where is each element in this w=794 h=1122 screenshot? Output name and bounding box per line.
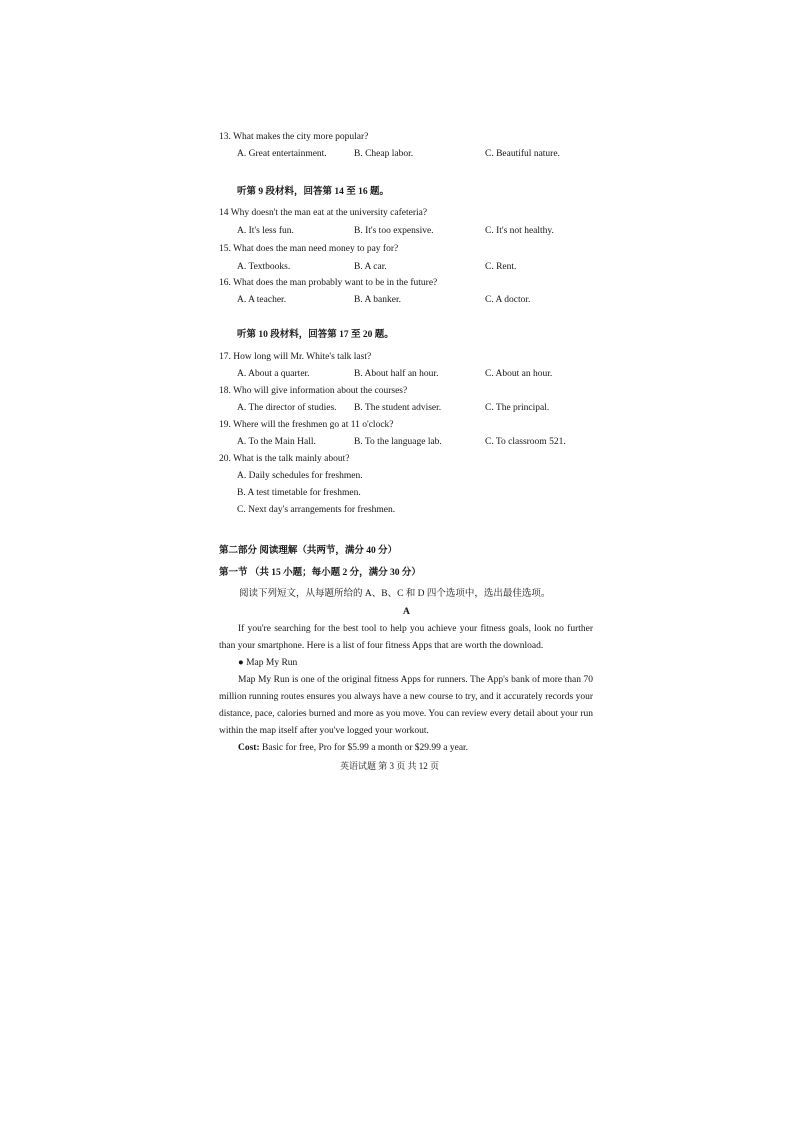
question-14-stem: 14 Why doesn't the man eat at the university cafeteria?	[219, 208, 428, 218]
question-20-option-b: B. A test timetable for freshmen.	[237, 488, 361, 498]
question-18-option-c: C. The principal.	[485, 403, 550, 413]
question-18-option-b: B. The student adviser.	[354, 403, 442, 413]
material-10-heading: 听第 10 段材料，回答第 17 至 20 题。	[237, 330, 394, 340]
question-16-option-c: C. A doctor.	[485, 295, 531, 305]
question-17-option-b: B. About half an hour.	[354, 369, 439, 379]
part-2-heading: 第二部分 阅读理解（共两节，满分 40 分）	[219, 546, 398, 556]
question-20-stem: 20. What is the talk mainly about?	[219, 454, 350, 464]
question-16-option-a: A. A teacher.	[237, 295, 287, 305]
question-14-option-c: C. It's not healthy.	[485, 226, 554, 236]
app-cost	[219, 740, 593, 757]
question-17-option-a: A. About a quarter.	[237, 369, 310, 379]
question-17-stem: 17. How long will Mr. White's talk last?	[219, 352, 372, 362]
passage-letter: A	[403, 607, 410, 617]
question-15-stem: 15. What does the man need money to pay for?	[219, 244, 399, 254]
question-13-option-b: B. Cheap labor.	[354, 149, 414, 159]
question-13-option-a: A. Great entertainment.	[237, 149, 327, 159]
question-17-option-c: C. About an hour.	[485, 369, 553, 379]
question-15-option-b: B. A car.	[354, 262, 387, 272]
question-18-option-a: A. The director of studies.	[237, 403, 337, 413]
question-14-option-b: B. It's too expensive.	[354, 226, 434, 236]
question-18-stem: 18. Who will give information about the courses?	[219, 386, 408, 396]
question-16-option-b: B. A banker.	[354, 295, 401, 305]
question-13-stem: 13. What makes the city more popular?	[219, 132, 369, 142]
cost-label: Cost:	[238, 743, 260, 753]
question-14-option-a: A. It's less fun.	[237, 226, 294, 236]
question-19-stem: 19. Where will the freshmen go at 11 o'clock?	[219, 420, 394, 430]
app-description: Map My Run is one of the original fitness Apps for runners. The App's bank of more than 70 million running routes ensures you always have a new course to try, and it accurately records your distance, pace, calories burned and more as you move. You can review every detail about your run within the map itself after you've logged your workout.	[219, 675, 593, 736]
section-1-heading: 第一节 （共 15 小题；每小题 2 分，满分 30 分）	[219, 568, 421, 578]
passage-a	[219, 621, 593, 757]
question-20-option-a: A. Daily schedules for freshmen.	[237, 471, 363, 481]
material-9-heading: 听第 9 段材料，回答第 14 至 16 题。	[237, 187, 390, 197]
question-19-option-a: A. To the Main Hall.	[237, 437, 316, 447]
passage-intro: If you're searching for the best tool to help you achieve your fitness goals, look no further than your smartphone. Here is a list of four fitness Apps that are worth the download.	[219, 624, 593, 651]
question-19-option-b: B. To the language lab.	[354, 437, 442, 447]
question-20-option-c: C. Next day's arrangements for freshmen.	[237, 505, 396, 515]
cost-text: Basic for free, Pro for $5.99 a month or $29.99 a year.	[259, 743, 469, 753]
question-13-option-c: C. Beautiful nature.	[485, 149, 560, 159]
question-15-option-a: A. Textbooks.	[237, 262, 291, 272]
page-footer: 英语试题 第 3 页 共 12 页	[340, 761, 440, 771]
question-19-option-c: C. To classroom 521.	[485, 437, 566, 447]
question-15-option-c: C. Rent.	[485, 262, 517, 272]
question-16-stem: 16. What does the man probably want to be in the future?	[219, 278, 438, 288]
reading-instruction: 阅读下列短文，从每题所给的 A、B、C 和 D 四个选项中，选出最佳选项。	[239, 589, 551, 599]
app-title: ● Map My Run	[238, 658, 298, 668]
